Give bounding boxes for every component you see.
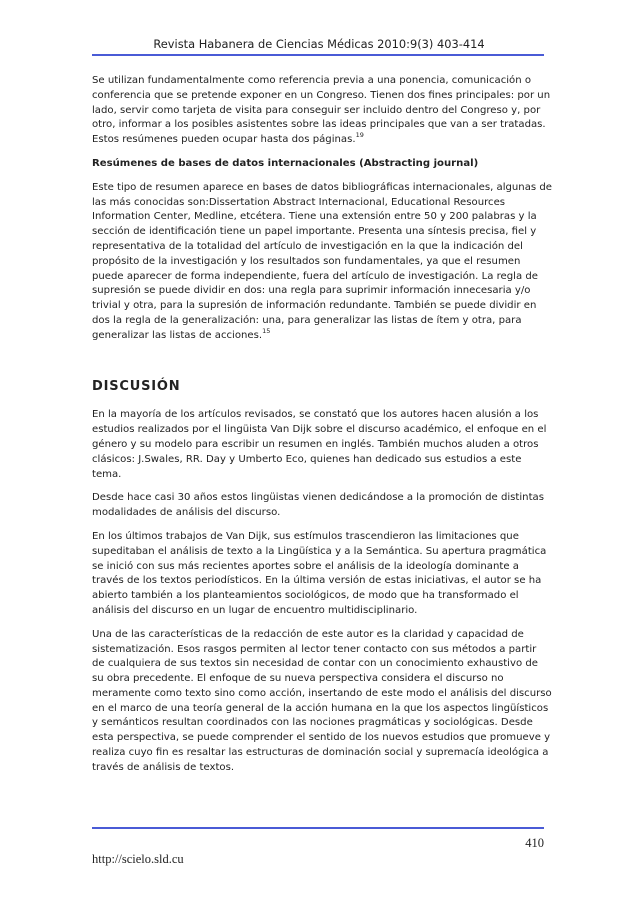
paragraph [92, 181, 552, 344]
paragraph: Una de las características de la redacción de este autor es la claridad y capacidad de sistematización. Esos rasgos permiten al lector tener contacto con sus métodos a partir de cualquiera de sus textos sin necesidad de contar con un conocimiento exhaustivo de su obra precedente. El enfoque de su nueva perspectiva considera el discurso no meramente como texto sino como acción, insertando de este modo el análisis del discurso en el marco de una teoría general de la acción humana en la que los aspectos lingüísticos y semánticos resultan coordinados con las nociones pragmáticas y sociológicas. Desde esta perspectiva, se puede comprender el sentido de los nuevos estudios que promueve y realiza cuyo fin es resaltar las estructuras de dominación social y supremacía ideológica a través de análisis de textos. [92, 628, 552, 773]
citation-ref: 19 [355, 131, 364, 140]
paragraph: En la mayoría de los artículos revisados, se constató que los autores hacen alusión a los estudios realizados por el lingüista Van Dijk sobre el discurso académico, el enfoque en el género y su modelo para escribir un resumen en inglés. También muchos aluden a otros clásicos: J.Swales, RR. Day y Umberto Eco, quienes han dedicado sus estudios a este tema. [92, 409, 547, 480]
paragraph-text: Este tipo de resumen aparece en bases de datos bibliográficas internacionales, algunas de las más conocidas son:Dissertation Abstract Internacional, Educational Resources Information Center, Medline, etcétera. Tiene una extensión entre 50 y 200 palabras y la sección de identificación tiene un papel importante. Presenta una síntesis precisa, fiel y representativa de la totalidad del artículo de investigación en la que la indicación del propósito de la investigación y los resultados son fundamentales, ya que el resumen puede aparecer de forma independiente, fuera del artículo de investigación. La regla de supresión se puede dividir en dos: una regla para suprimir información innecesaria y/o trivial y otra, para la supresión de información redundante. También se puede dividir en dos la regla de la generalización: una, para generalizar las listas de ítem y otra, para generalizar las listas de acciones. [92, 181, 552, 341]
section-title: DISCUSIÓN [92, 378, 181, 394]
page-number: 410 [525, 836, 544, 850]
paragraph [92, 74, 552, 148]
running-header: Revista Habanera de Ciencias Médicas 2010:9(3) 403-414 [153, 37, 485, 51]
paragraph: Desde hace casi 30 años estos lingüistas vienen dedicándose a la promoción de distintas modalidades de análisis del discurso. [92, 492, 544, 519]
paragraph-text: Se utilizan fundamentalmente como referencia previa a una ponencia, comunicación o conferencia que se pretende exponer en un Congreso. Tienen dos fines principales: por un lado, servir como tarjeta de visita para conseguir ser incluido dentro del Congreso y, por otro, informar a los posibles asistentes sobre las ideas principales que van a ser tratadas. Estos resúmenes pueden ocupar hasta dos páginas. [92, 75, 551, 146]
footer-rule [92, 827, 544, 829]
article-body [92, 74, 552, 785]
citation-ref: 15 [262, 326, 271, 335]
header-rule [92, 54, 544, 56]
paragraph: En los últimos trabajos de Van Dijk, sus estímulos trascendieron las limitaciones que supeditaban el análisis de texto a la Lingüística y a la Semántica. Su apertura pragmática se inició con sus más recientes aportes sobre el análisis de la ideología dominante a través de los textos periodísticos. En la última versión de estas iniciativas, el autor se ha abierto también a los planteamientos sociológicos, de modo que ha transformado el análisis del discurso en un lugar de encuentro multidisciplinario. [92, 530, 547, 616]
footer-url: http://scielo.sld.cu [92, 852, 184, 866]
subheading: Resúmenes de bases de datos internacionales (Abstracting journal) [92, 157, 479, 169]
